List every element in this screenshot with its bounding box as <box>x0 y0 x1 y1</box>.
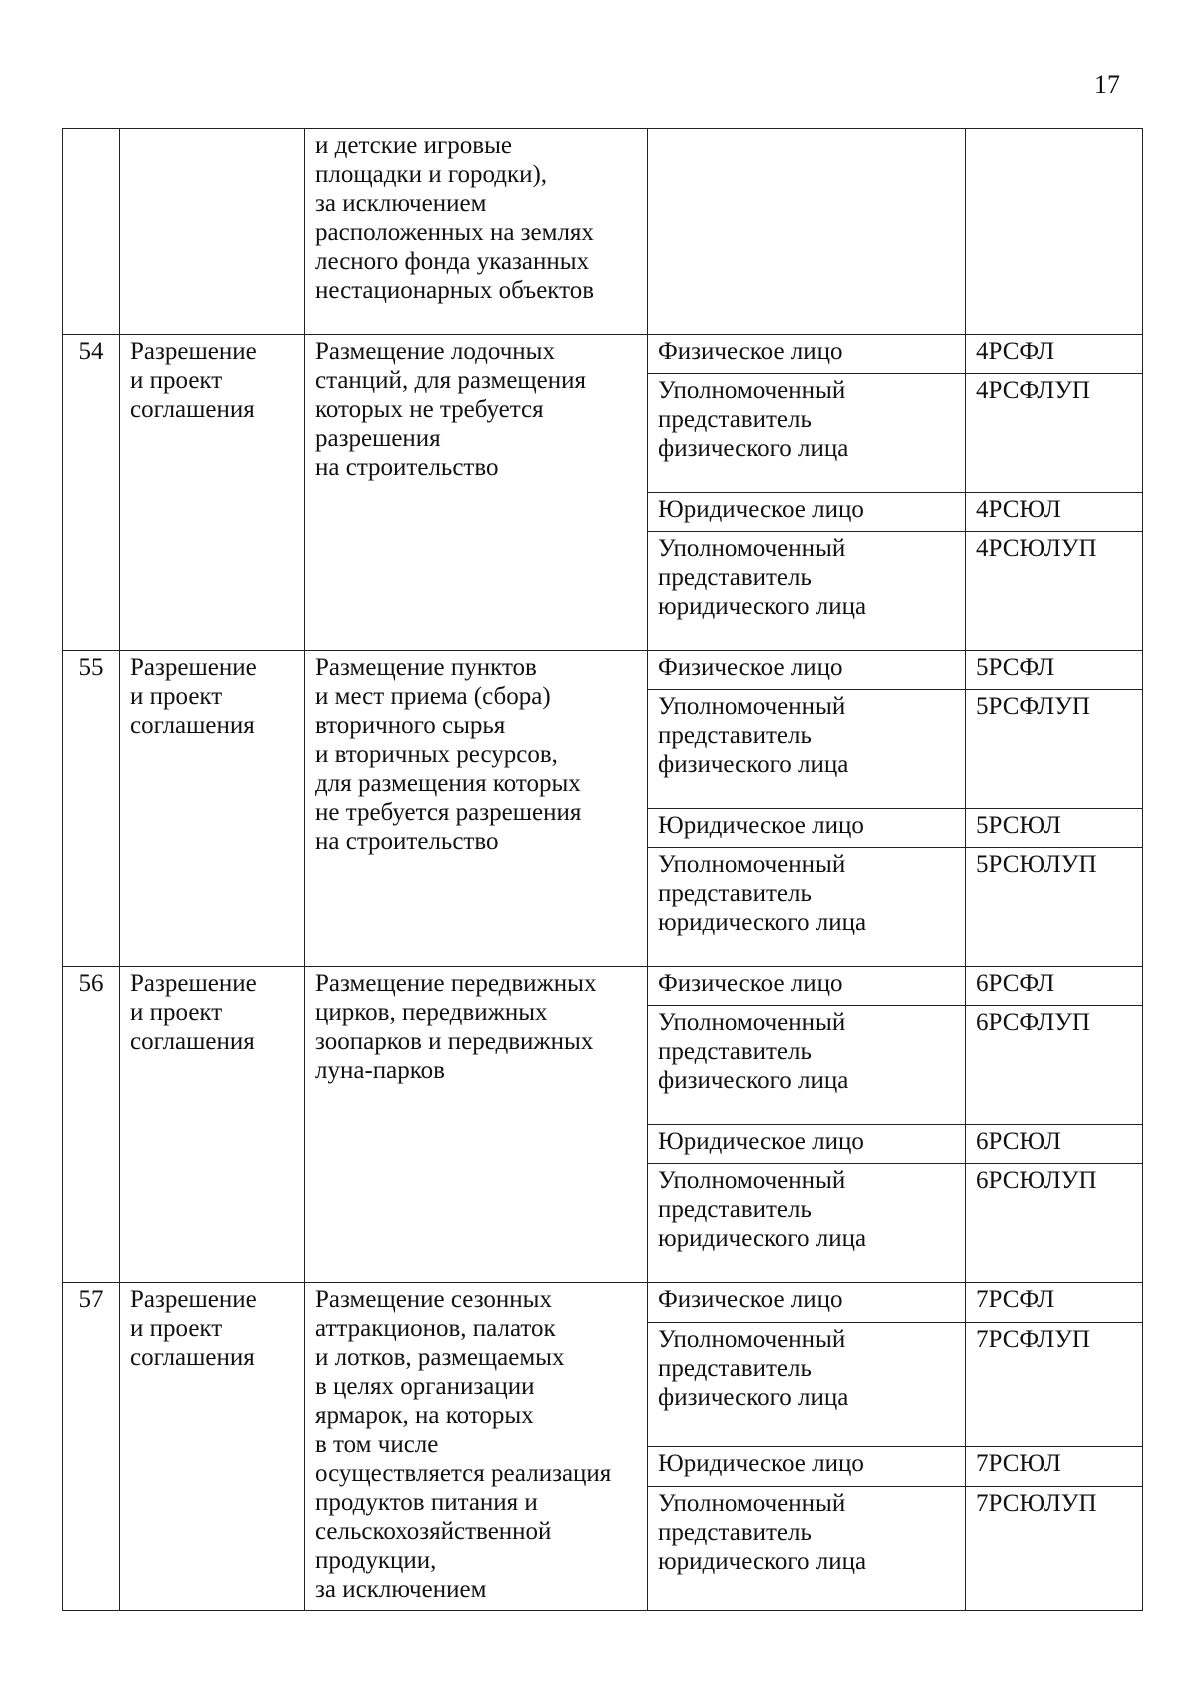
applicant-code: 7РСФЛУП <box>966 1323 1143 1447</box>
table-row-54 <box>63 335 1143 374</box>
applicant-name: Уполномоченный представитель юридического лица <box>648 848 966 967</box>
applicant-name: Юридическое лицо <box>648 1446 966 1486</box>
row-number: 57 <box>63 1283 120 1611</box>
table-row-55 <box>63 651 1143 690</box>
row-number: 54 <box>63 335 120 651</box>
services-table <box>62 128 1143 1611</box>
applicant-name: Уполномоченный представитель юридического лица <box>648 1164 966 1283</box>
applicant-name: Физическое лицо <box>648 335 966 374</box>
page-number: 17 <box>1094 70 1120 99</box>
applicant-code: 4РСЮЛ <box>966 493 1143 532</box>
row-description: Размещение лодочных станций, для размещения которых не требуется разрешения на строительство <box>305 335 648 651</box>
row-number: 55 <box>63 651 120 967</box>
applicant-code: 5РСФЛУП <box>966 690 1143 809</box>
applicant-name: Юридическое лицо <box>648 809 966 848</box>
cell-applicant <box>648 129 966 335</box>
applicant-name: Уполномоченный представитель физического лица <box>648 1323 966 1447</box>
table-row-continuation <box>63 129 1143 335</box>
row-type: Разрешение и проект соглашения <box>120 967 305 1283</box>
applicant-name: Юридическое лицо <box>648 1125 966 1164</box>
cell-type <box>120 129 305 335</box>
row-type: Разрешение и проект соглашения <box>120 1283 305 1611</box>
row-description: Размещение сезонных аттракционов, палаток и лотков, размещаемых в целях организации ярмарок, на которых в том числе осуществляется реализация продуктов питания и сельскохозяйственной продукции, за исключением <box>305 1283 648 1611</box>
applicant-code: 4РСЮЛУП <box>966 532 1143 651</box>
applicant-code: 5РСЮЛУП <box>966 848 1143 967</box>
applicant-name: Уполномоченный представитель физического лица <box>648 690 966 809</box>
applicant-name: Уполномоченный представитель юридического лица <box>648 1487 966 1611</box>
applicant-code: 7РСЮЛУП <box>966 1487 1143 1611</box>
table-row-57 <box>63 1283 1143 1323</box>
applicant-code: 7РСФЛ <box>966 1283 1143 1323</box>
cell-code <box>966 129 1143 335</box>
applicant-code: 6РСФЛ <box>966 967 1143 1006</box>
applicant-name: Физическое лицо <box>648 967 966 1006</box>
applicant-name: Уполномоченный представитель физического лица <box>648 1006 966 1125</box>
applicant-name: Юридическое лицо <box>648 493 966 532</box>
applicant-code: 4РСФЛУП <box>966 374 1143 493</box>
applicant-code: 5РСЮЛ <box>966 809 1143 848</box>
applicant-code: 4РСФЛ <box>966 335 1143 374</box>
row-description: Размещение передвижных цирков, передвижных зоопарков и передвижных луна-парков <box>305 967 648 1283</box>
table-row-56 <box>63 967 1143 1006</box>
cell-description: и детские игровые площадки и городки), за исключением расположенных на землях лесного фонда указанных нестационарных объектов <box>305 129 648 335</box>
applicant-code: 6РСЮЛУП <box>966 1164 1143 1283</box>
row-type: Разрешение и проект соглашения <box>120 651 305 967</box>
cell-number <box>63 129 120 335</box>
applicant-code: 6РСЮЛ <box>966 1125 1143 1164</box>
applicant-name: Физическое лицо <box>648 1283 966 1323</box>
applicant-name: Уполномоченный представитель юридического лица <box>648 532 966 651</box>
row-number: 56 <box>63 967 120 1283</box>
applicant-code: 7РСЮЛ <box>966 1446 1143 1486</box>
applicant-name: Физическое лицо <box>648 651 966 690</box>
applicant-code: 5РСФЛ <box>966 651 1143 690</box>
applicant-name: Уполномоченный представитель физического лица <box>648 374 966 493</box>
row-description: Размещение пунктов и мест приема (сбора) вторичного сырья и вторичных ресурсов, для размещения которых не требуется разрешения на строительство <box>305 651 648 967</box>
row-type: Разрешение и проект соглашения <box>120 335 305 651</box>
applicant-code: 6РСФЛУП <box>966 1006 1143 1125</box>
